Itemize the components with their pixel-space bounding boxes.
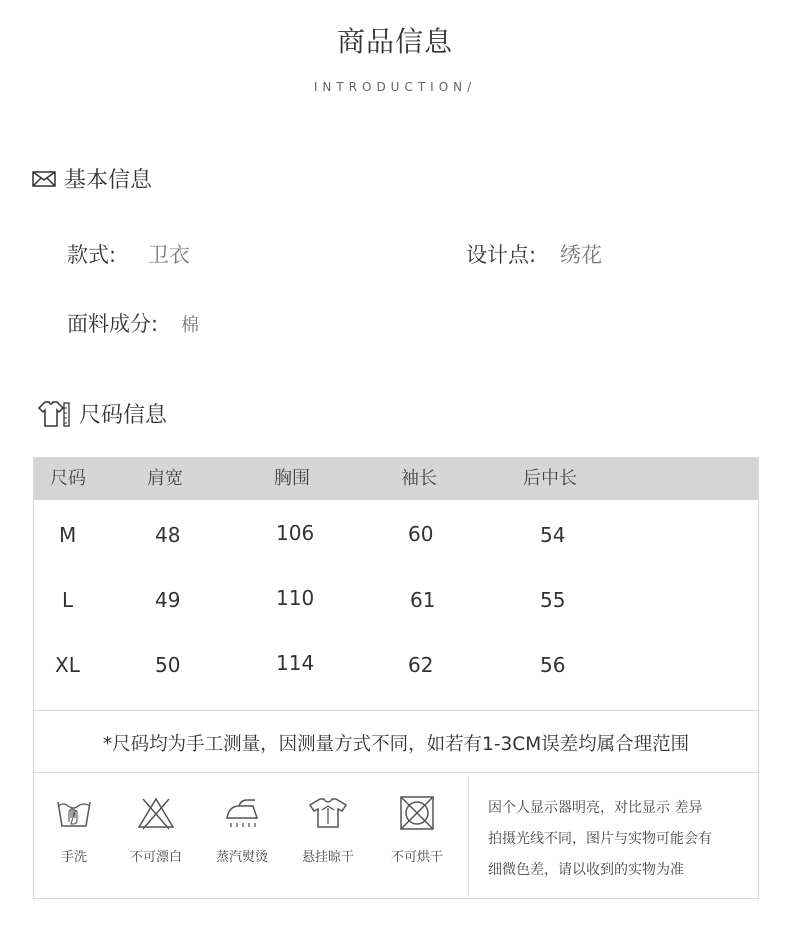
- fabric-label: 面料成分:: [67, 312, 159, 336]
- care-item-no-tumble-dry: [377, 796, 457, 865]
- care-label: 蒸汽熨烫: [215, 850, 268, 865]
- column-header-size: 尺码: [50, 468, 86, 489]
- table-cell-sleeve: 62: [408, 653, 434, 677]
- column-header-back-length: 后中长: [523, 468, 577, 489]
- column-header-chest: 胸围: [274, 468, 310, 489]
- care-divider: [468, 776, 469, 896]
- hand-wash-icon: [56, 796, 92, 830]
- table-cell-shoulder: 49: [155, 588, 181, 612]
- table-cell-size: M: [59, 523, 77, 547]
- basic-info-heading: [32, 163, 152, 194]
- table-cell-chest: 114: [276, 651, 315, 675]
- measurement-note: *尺码均为手工测量，因测量方式不同，如若有1-3CM误差均属合理范围: [102, 734, 690, 755]
- size-info-heading: [37, 398, 167, 429]
- care-item-no-bleach: [116, 796, 196, 865]
- care-label: 悬挂晾干: [301, 850, 354, 865]
- table-cell-sleeve: 60: [408, 522, 434, 546]
- style-value: 卫衣: [148, 243, 190, 267]
- disclaimer-line: 因个人显示器明亮，对比显示 差异: [488, 800, 703, 816]
- table-cell-size: XL: [55, 653, 80, 677]
- care-item-steam-iron: [202, 796, 282, 865]
- divider: [34, 710, 758, 711]
- steam-iron-icon: [223, 796, 261, 830]
- page-subtitle: INTRODUCTION/: [313, 80, 477, 94]
- no-bleach-icon: [137, 796, 175, 830]
- care-label: 手洗: [60, 850, 87, 865]
- table-cell-chest: 110: [276, 586, 315, 610]
- care-label: 不可漂白: [129, 850, 182, 865]
- color-disclaimer: [488, 793, 756, 886]
- fabric-value: 棉: [181, 315, 199, 336]
- size-info-title: 尺码信息: [79, 403, 168, 428]
- design-label: 设计点:: [466, 243, 537, 267]
- care-item-hang-dry: [288, 796, 368, 865]
- table-cell-sleeve: 61: [410, 588, 436, 612]
- table-cell-chest: 106: [276, 521, 315, 545]
- envelope-icon: [32, 170, 56, 188]
- table-cell-back-length: 54: [540, 523, 566, 547]
- size-table: [33, 457, 759, 899]
- table-header: [34, 458, 758, 500]
- care-label: 不可烘干: [390, 850, 443, 865]
- table-cell-shoulder: 48: [155, 523, 181, 547]
- page-title: 商品信息: [336, 25, 453, 58]
- table-cell-shoulder: 50: [155, 653, 181, 677]
- table-cell-back-length: 55: [540, 588, 566, 612]
- table-cell-back-length: 56: [540, 653, 566, 677]
- column-header-shoulder: 肩宽: [147, 468, 183, 489]
- basic-info-title: 基本信息: [64, 168, 153, 193]
- table-cell-size: L: [62, 588, 74, 612]
- divider: [34, 772, 758, 773]
- column-header-sleeve: 袖长: [401, 468, 437, 489]
- disclaimer-line: 拍摄光线不同，图片与实物可能会有: [488, 831, 712, 847]
- hang-dry-icon: [308, 796, 348, 830]
- style-label: 款式:: [67, 243, 117, 267]
- no-tumble-dry-icon: [399, 796, 435, 830]
- disclaimer-line: 细微色差，请以收到的实物为准: [488, 862, 684, 878]
- design-value: 绣花: [560, 243, 602, 267]
- shirt-ruler-icon: [37, 399, 71, 429]
- care-item-hand-wash: [34, 796, 114, 865]
